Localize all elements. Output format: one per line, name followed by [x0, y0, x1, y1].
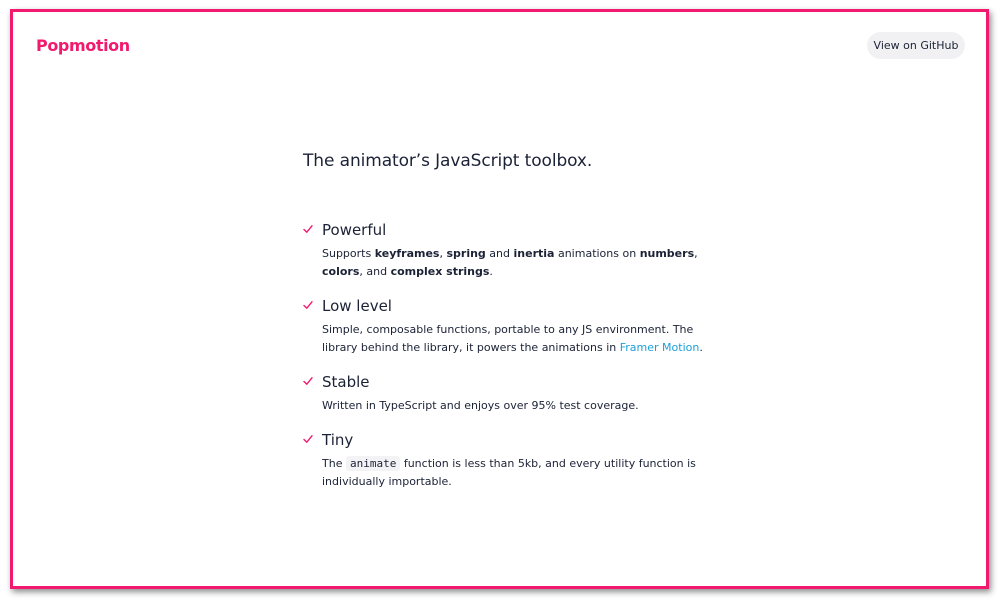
feature-title: Powerful — [322, 221, 387, 239]
main-content — [303, 151, 723, 491]
page-frame — [10, 9, 989, 589]
feature-description: Supports keyframes, spring and inertia animations on numbers, colors, and complex strings. — [322, 247, 698, 278]
feature-title: Low level — [322, 297, 392, 315]
view-on-github-button[interactable]: View on GitHub — [867, 32, 965, 59]
popmotion-logo[interactable]: Popmotion — [36, 36, 130, 55]
feature-low-level — [303, 297, 723, 357]
feature-description: Written in TypeScript and enjoys over 95% test coverage. — [322, 399, 639, 412]
check-icon — [303, 376, 313, 386]
check-icon — [303, 434, 313, 444]
feature-stable — [303, 373, 723, 415]
animate-code: animate — [346, 456, 400, 471]
page-tagline: The animator’s JavaScript toolbox. — [303, 151, 593, 171]
framer-motion-link[interactable]: Framer Motion — [619, 341, 700, 354]
feature-title: Tiny — [322, 431, 354, 449]
feature-description: Simple, composable functions, portable to any JS environment. The library behind the library, it powers the animations in Framer Motion. — [322, 323, 703, 354]
check-icon — [303, 224, 313, 234]
feature-title: Stable — [322, 373, 370, 391]
feature-list — [303, 221, 723, 491]
feature-powerful — [303, 221, 723, 281]
check-icon — [303, 300, 313, 310]
feature-tiny — [303, 431, 723, 491]
feature-description: The animate function is less than 5kb, and every utility function is individually importable. — [322, 457, 696, 488]
